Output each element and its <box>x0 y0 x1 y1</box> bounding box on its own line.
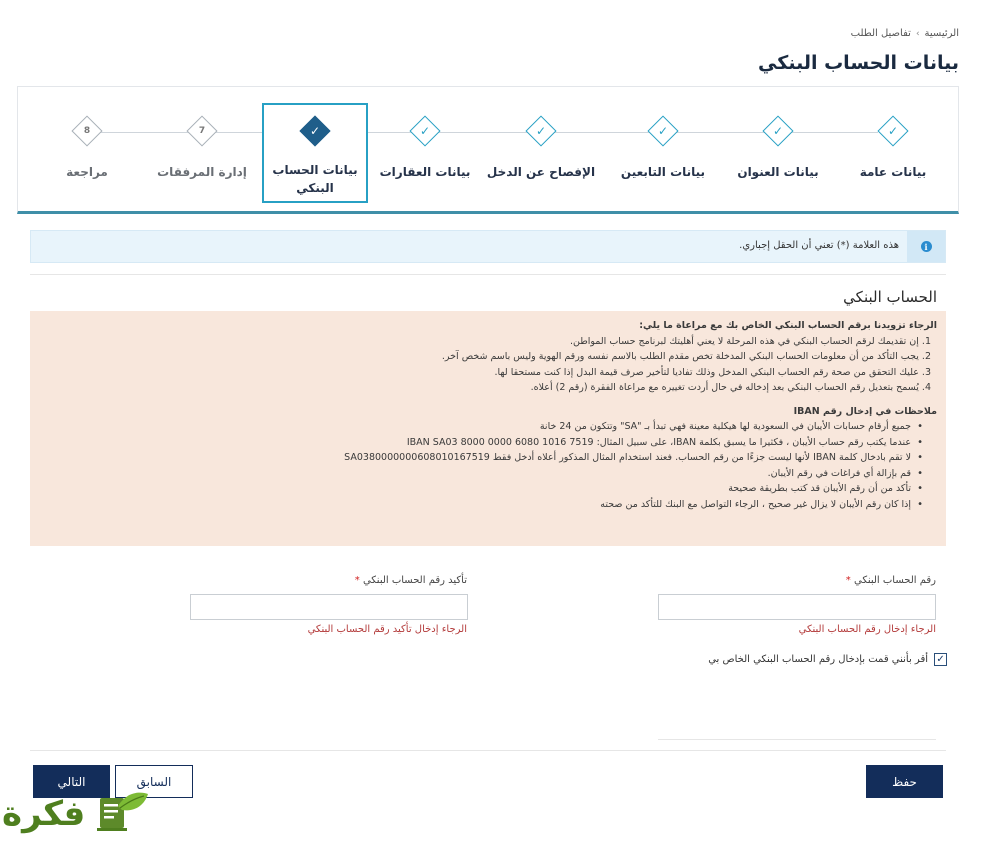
info-icon-container <box>907 231 945 262</box>
step-label: بيانات العقارات <box>379 165 471 179</box>
info-icon: i <box>921 241 932 252</box>
check-icon: ✓ <box>309 124 321 138</box>
check-icon: ✓ <box>657 124 669 138</box>
iban-note: • عندما يكتب رقم حساب الأيبان ، فكثيرا ما يسبق بكلمة IBAN، على سبيل المثال: IBAN SA03 8000 0000 6080 1016 7519 <box>39 435 923 451</box>
acknowledgement-label[interactable]: أقر بأنني قمت بإدخال رقم الحساب البنكي الخاص بي <box>708 654 928 665</box>
check-icon: ✓ <box>887 124 899 138</box>
logo-text: فكرة <box>2 794 86 834</box>
notice-list <box>39 334 931 396</box>
info-text: هذه العلامة (*) تعني أن الحقل إجباري. <box>739 240 899 251</box>
step-number: 8 <box>83 126 91 136</box>
breadcrumb-separator: › <box>915 28 920 39</box>
iban-note: • قم بإزالة أي فراغات في رقم الأيبان. <box>39 466 923 482</box>
breadcrumb-home[interactable]: الرئيسية <box>924 28 959 39</box>
instructions-notice <box>30 311 946 546</box>
iban-note: • لا تقم بادخال كلمة IBAN لأنها ليست جزءًا من رقم الحساب. فعند استخدام المثال المذكور أعلاه أدخل فقط SA0380000000608010167519 <box>39 450 923 466</box>
account-number-label-text: رقم الحساب البنكي <box>853 575 936 586</box>
step-label: بيانات التابعين <box>620 165 706 179</box>
step-label: مراجعة <box>66 165 108 179</box>
required-fields-info <box>30 230 946 263</box>
step-label: بيانات عامة <box>859 165 927 179</box>
step-general-info[interactable] <box>840 103 946 203</box>
wizard-stepper <box>17 86 959 214</box>
notice-item: 2. يجب التأكد من أن معلومات الحساب البنكي المدخلة تخص مقدم الطلب بالاسم نفسه ورقم الهوية وليس باسم شخص آخر. <box>441 351 931 362</box>
acknowledgement-row <box>708 653 947 666</box>
check-icon: ✓ <box>772 124 784 138</box>
confirm-account-input[interactable] <box>190 594 468 620</box>
account-number-input[interactable] <box>658 594 936 620</box>
step-attachments[interactable] <box>149 103 255 203</box>
step-review[interactable] <box>34 103 140 203</box>
notice-item: 3. عليك التحقق من صحة رقم الحساب البنكي المدخل وذلك تفاديا لتأخير صرف قيمة البدل إذا كنت مستحقا لها. <box>494 366 931 378</box>
notice-heading: الرجاء تزويدنا برقم الحساب البنكي الخاص بك مع مراعاة ما يلي: <box>639 320 937 331</box>
save-button[interactable]: حفظ <box>866 765 943 798</box>
breadcrumb-current: تفاصيل الطلب <box>850 28 911 39</box>
iban-notes-list <box>39 419 923 512</box>
fikra-logo <box>0 786 150 842</box>
notice-item: 1. إن تقديمك لرقم الحساب البنكي في هذه المرحلة لا يعني أهليتك لبرنامج حساب المواطن. <box>569 335 931 347</box>
account-number-label <box>846 575 936 586</box>
step-address[interactable] <box>725 103 831 203</box>
step-label: إدارة المرفقات <box>157 165 247 179</box>
notice-item: 4. يُسمح بتعديل رقم الحساب البنكي بعد إدخاله في حال أردت تغييره مع مراعاة الفقرة (رقم 2) أعلاه. <box>530 382 931 393</box>
step-bank-account[interactable] <box>262 103 368 203</box>
step-label: بيانات الحساب البنكي <box>272 163 358 195</box>
breadcrumb <box>851 28 959 39</box>
confirm-account-label <box>355 575 467 586</box>
confirm-account-label-text: تأكيد رقم الحساب البنكي <box>362 575 467 586</box>
iban-note: • تأكد من أن رقم الأيبان قد كتب بطريقة صحيحة <box>39 481 923 497</box>
iban-note: • جميع أرقام حسابات الأيبان في السعودية لها هيكلية معينة فهي تبدأ بـ "SA" وتتكون من 24 خانة <box>39 419 923 435</box>
required-mark: * <box>845 575 851 586</box>
required-mark: * <box>354 575 360 586</box>
previous-button[interactable]: السابق <box>115 765 193 798</box>
divider <box>658 739 936 740</box>
step-dependents[interactable] <box>610 103 716 203</box>
step-label: بيانات العنوان <box>737 165 819 179</box>
acknowledgement-checkbox[interactable]: ✓ <box>934 653 947 666</box>
iban-note: • إذا كان رقم الأيبان لا يزال غير صحيح ، الرجاء التواصل مع البنك للتأكد من صحته <box>39 497 923 513</box>
step-real-estate[interactable] <box>372 103 478 203</box>
iban-notes-heading: ملاحظات في إدخال رقم IBAN <box>793 405 937 417</box>
step-number: 7 <box>198 126 206 136</box>
divider <box>30 750 946 751</box>
step-label: الإفصاح عن الدخل <box>486 165 596 179</box>
step-income-disclosure[interactable] <box>481 103 601 203</box>
page-title: بيانات الحساب البنكي <box>758 52 959 74</box>
confirm-account-error: الرجاء إدخال تأكيد رقم الحساب البنكي <box>307 624 467 635</box>
section-title: الحساب البنكي <box>843 288 937 306</box>
account-number-error: الرجاء إدخال رقم الحساب البنكي <box>798 624 936 635</box>
next-button[interactable]: التالي <box>33 765 110 798</box>
check-icon: ✓ <box>535 124 547 138</box>
check-icon: ✓ <box>419 124 431 138</box>
divider <box>30 274 946 275</box>
